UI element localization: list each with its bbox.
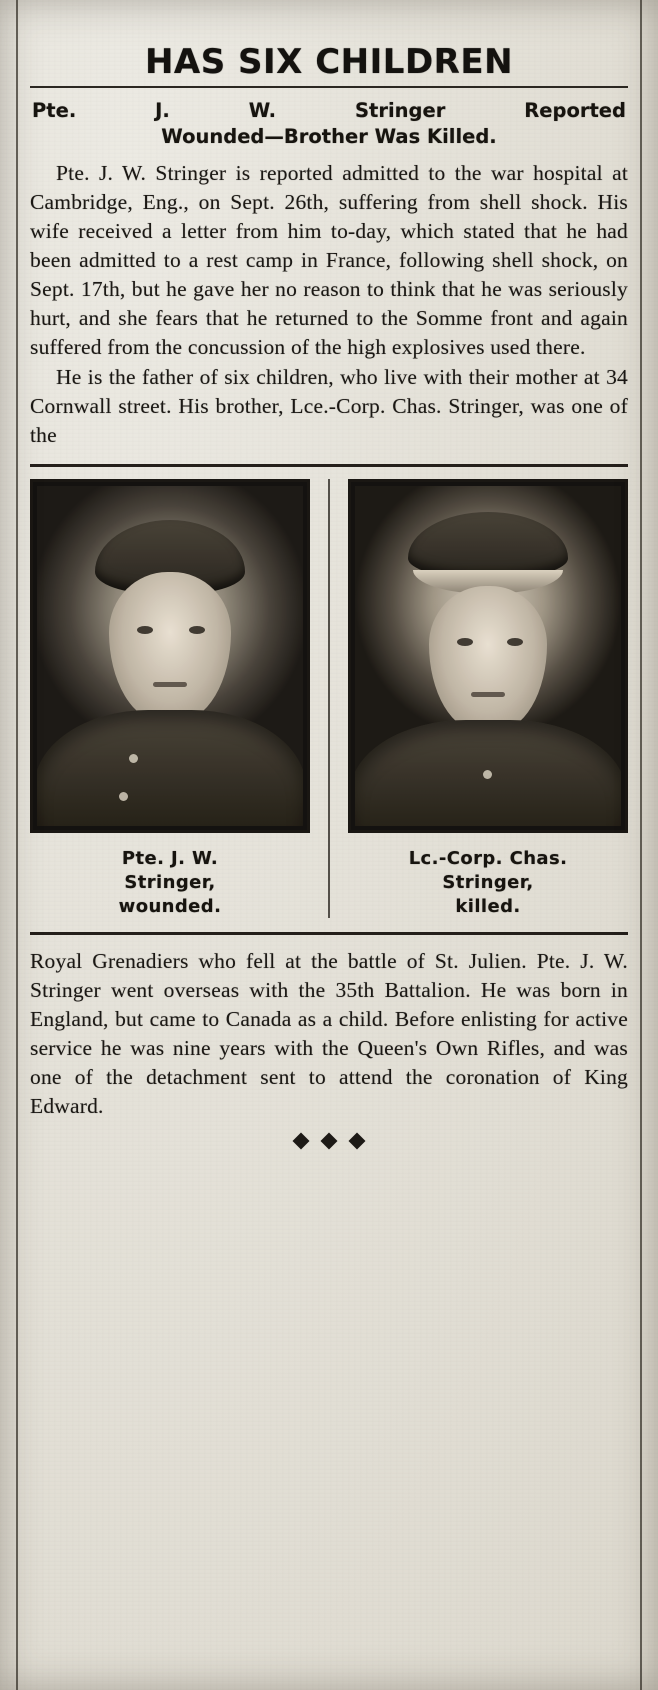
article-content <box>30 0 628 1147</box>
diamond-icon <box>349 1132 366 1149</box>
section-rule-top <box>30 464 628 467</box>
headline-rule <box>30 86 628 88</box>
photo-row <box>30 479 628 918</box>
column-rule-right <box>640 0 642 1690</box>
photo-frame <box>30 479 310 833</box>
photo-cell-wounded <box>30 479 310 918</box>
diamond-icon <box>321 1132 338 1149</box>
article-subhead <box>30 98 628 149</box>
page-title: HAS SIX CHILDREN <box>144 41 514 82</box>
subhead-line-2: Wounded—Brother Was Killed. <box>161 124 497 148</box>
portrait-photo-jw-stringer <box>37 486 303 826</box>
face-shape <box>109 572 231 722</box>
article-paragraph-3: Royal Grenadiers who fell at the battle of St. Julien. Pte. J. W. Stringer went overseas with the 35th Battalion. He was born in England, but came to Canada as a child. Before enlisting for active service he was nine years with the Queen's Own Rifles, and was one of the detachment sent to attend the coronation of King Edward. <box>30 949 628 1118</box>
peaked-cap-shape <box>408 512 568 578</box>
portrait-photo-chas-stringer <box>355 486 621 826</box>
face-shape <box>429 586 547 732</box>
subhead-line-1: Pte. J. W. Stringer Reported <box>32 99 626 123</box>
caption-line-3: killed. <box>455 895 521 917</box>
mouth-shape <box>153 682 187 687</box>
caption-line-2: Stringer, <box>124 871 216 893</box>
photo-divider-rule <box>328 479 330 918</box>
photo-caption-killed <box>348 847 628 918</box>
article-paragraph-1: Pte. J. W. Stringer is reported admitted to the war hospital at Cambridge, Eng., on Sept. 26th, suffering from shell shock. His wife received a letter from him to-day, which stated that he had been admitted to a rest camp in France, following shell shock, on Sept. 17th, but he gave her no reason to think that he was seriously hurt, and she fears that he returned to the Somme front and again suffered from the concussion of the high explosives used there. <box>30 161 628 359</box>
section-rule-bottom <box>30 932 628 935</box>
photo-frame <box>348 479 628 833</box>
article-paragraph-2: He is the father of six children, who live with their mother at 34 Cornwall street. His brother, Lce.-Corp. Chas. Stringer, was one of the <box>30 365 628 448</box>
diamond-icon <box>293 1132 310 1149</box>
end-ornament <box>30 1135 628 1147</box>
shoulders-shape <box>37 710 303 826</box>
mouth-shape <box>471 692 505 697</box>
photo-cell-killed <box>348 479 628 918</box>
photo-caption-wounded <box>30 847 310 918</box>
caption-line-1: Lc.-Corp. Chas. <box>408 848 568 870</box>
caption-line-3: wounded. <box>118 895 222 917</box>
caption-line-2: Stringer, <box>442 871 534 893</box>
column-rule-left <box>16 0 18 1690</box>
caption-line-1: Pte. J. W. <box>121 848 219 870</box>
